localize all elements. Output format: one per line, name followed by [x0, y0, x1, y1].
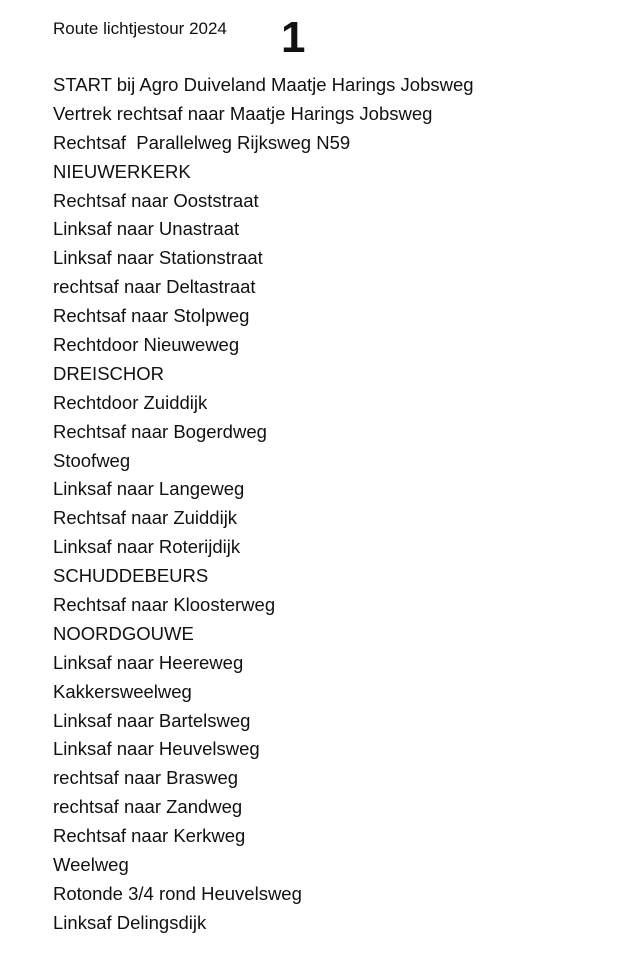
route-step: Rechtsaf naar Kloosterweg — [53, 594, 276, 616]
route-step: Linksaf naar Bartelsweg — [53, 709, 251, 731]
route-step: Linksaf naar Heereweg — [53, 651, 244, 673]
route-step: START bij Agro Duiveland Maatje Harings Jobsweg — [53, 74, 474, 95]
route-step: DREISCHOR — [53, 362, 165, 384]
route-steps-list — [53, 71, 613, 938]
route-step: Linksaf naar Langeweg — [53, 478, 245, 500]
route-step: Rechtsaf naar Zuiddijk — [53, 507, 238, 529]
route-step: Vertrek rechtsaf naar Maatje Harings Jobsweg — [53, 102, 433, 124]
page-number: 1 — [281, 13, 306, 62]
route-step: Linksaf naar Unastraat — [53, 218, 240, 240]
route-step: Rechtsaf Parallelweg Rijksweg N59 — [53, 131, 351, 153]
route-step: NOORDGOUWE — [53, 622, 194, 644]
route-step: NIEUWERKERK — [53, 160, 191, 182]
route-step: rechtsaf naar Deltastraat — [53, 276, 256, 298]
route-step: SCHUDDEBEURS — [53, 565, 209, 587]
route-step: Rotonde 3/4 rond Heuvelsweg — [53, 882, 302, 904]
route-step: Linksaf Delingsdijk — [53, 911, 207, 933]
document-title: Route lichtjestour 2024 — [53, 19, 227, 38]
route-step: Kakkersweelweg — [53, 680, 192, 702]
route-step: Weelweg — [53, 854, 129, 876]
route-step: Rechtsaf naar Kerkweg — [53, 825, 246, 847]
route-step: Rechtdoor Zuiddijk — [53, 391, 208, 413]
route-step: Linksaf naar Roterijdijk — [53, 536, 241, 558]
route-step: rechtsaf naar Zandweg — [53, 796, 243, 818]
route-step: Rechtsaf naar Ooststraat — [53, 189, 259, 211]
document-header — [53, 14, 573, 64]
route-step: Linksaf naar Heuvelsweg — [53, 738, 260, 760]
route-step: Rechtdoor Nieuweweg — [53, 334, 240, 356]
route-step: Rechtsaf naar Bogerdweg — [53, 420, 267, 442]
route-step: rechtsaf naar Brasweg — [53, 767, 239, 789]
route-step: Rechtsaf naar Stolpweg — [53, 305, 250, 327]
route-step: Stoofweg — [53, 449, 131, 471]
route-step: Linksaf naar Stationstraat — [53, 247, 263, 269]
